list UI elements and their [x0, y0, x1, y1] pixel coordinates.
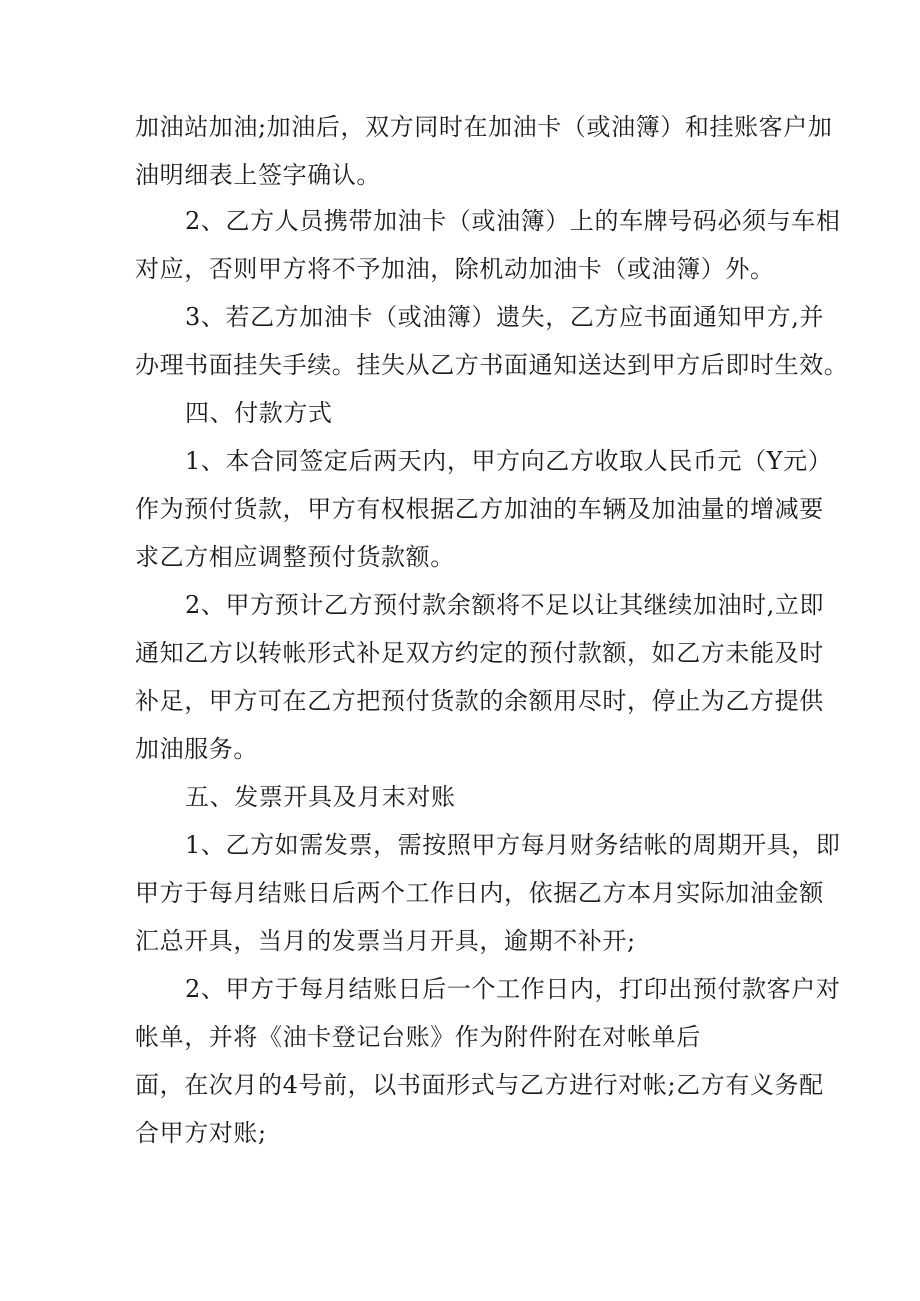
section-heading-payment: 四、付款方式 [185, 399, 333, 427]
text-line-16: 1、乙方如需发票，需按照甲方每月财务结帐的周期开具，即 [185, 831, 841, 859]
text-line-11: 2、甲方预计乙方预付款余额将不足以让其继续加油时,立即 [185, 591, 825, 619]
text-line-22: 合甲方对账; [135, 1119, 267, 1147]
text-line-4: 对应，否则甲方将不予加油，除机动加油卡（或油簿）外。 [135, 255, 775, 283]
text-line-1: 加油站加油;加油后，双方同时在加油卡（或油簿）和挂账客户加 [135, 113, 833, 141]
text-line-2: 油明细表上签字确认。 [135, 161, 381, 189]
text-line-5: 3、若乙方加油卡（或油簿）遗失，乙方应书面通知甲方,并 [185, 303, 825, 331]
text-line-9: 作为预付货款，甲方有权根据乙方加油的车辆及加油量的增减要 [135, 495, 824, 523]
text-line-8: 1、本合同签定后两天内，甲方向乙方收取人民币元（Y元） [185, 447, 833, 475]
section-heading-invoice: 五、发票开具及月末对账 [185, 783, 456, 811]
text-line-12: 通知乙方以转帐形式补足双方约定的预付款额，如乙方未能及时 [135, 639, 824, 667]
text-line-3: 2、乙方人员携带加油卡（或油簿）上的车牌号码必须与车相 [185, 207, 841, 235]
text-line-14: 加油服务。 [135, 735, 258, 763]
text-line-18: 汇总开具，当月的发票当月开具，逾期不补开; [135, 927, 636, 955]
text-line-10: 求乙方相应调整预付货款额。 [135, 543, 455, 571]
text-line-13: 补足，甲方可在乙方把预付货款的余额用尽时，停止为乙方提供 [135, 687, 824, 715]
text-line-21: 面，在次月的4号前，以书面形式与乙方进行对帐;乙方有义务配 [135, 1071, 824, 1099]
text-line-6: 办理书面挂失手续。挂失从乙方书面通知送达到甲方后即时生效。 [135, 351, 849, 379]
text-line-20: 帐单，并将《油卡登记台账》作为附件附在对帐单后 [135, 1023, 701, 1051]
text-line-17: 甲方于每月结账日后两个工作日内，依据乙方本月实际加油金额 [135, 879, 824, 907]
text-line-19: 2、甲方于每月结账日后一个工作日内，打印出预付款客户对 [185, 975, 841, 1003]
